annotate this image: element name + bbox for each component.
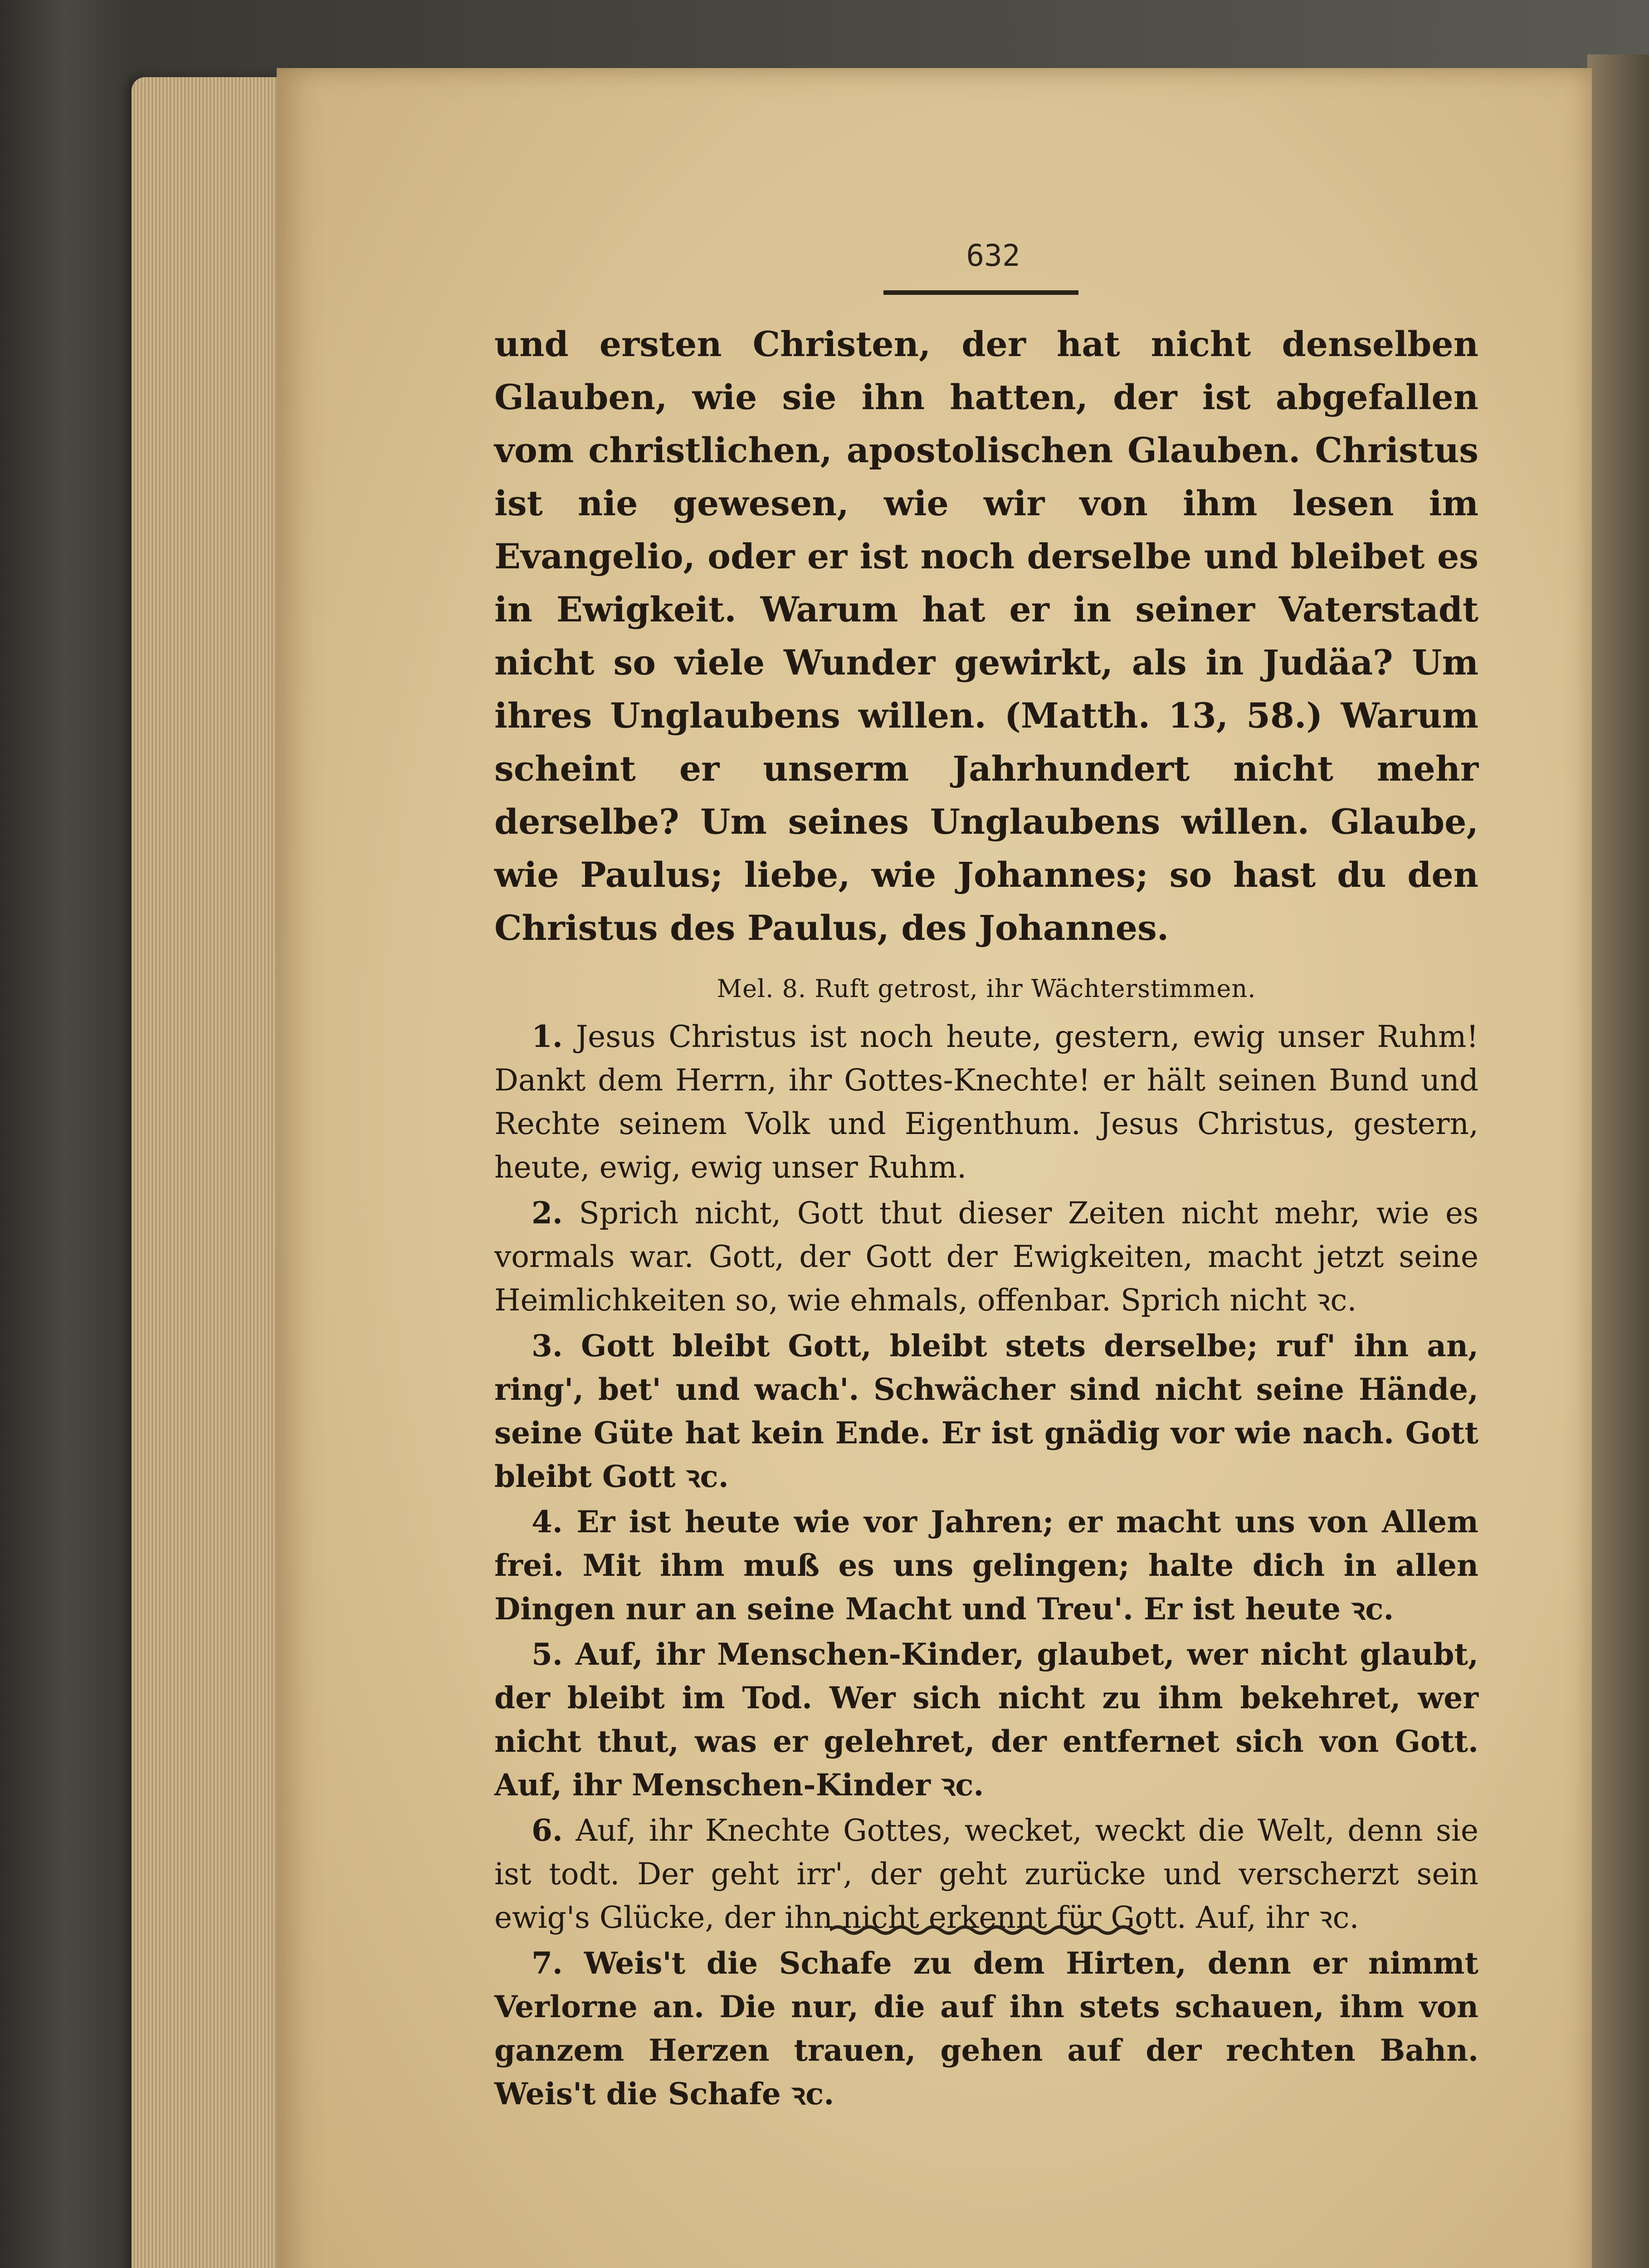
verse-text: Auf, ihr Menschen-Kinder, glaubet, wer nicht glaubt, der bleibt im Tod. Wer sich nicht zu ihm bekehret, wer nicht thut, was er gelehret, der entfernet sich von Gott. Auf, ihr Menschen-Kinder ꝛc. [494, 1637, 1478, 1803]
verse-number: 1. [532, 1019, 563, 1054]
verse-6 [494, 1809, 1478, 1940]
verse-text: Gott bleibt Gott, bleibt stets derselbe; ruf' ihn an, ring', bet' und wach'. Schwächer sind nicht seine Hände, seine Güte hat kein Ende. Er ist gnädig vor wie nach. Gott bleibt Gott ꝛc. [494, 1328, 1478, 1494]
header-rule [883, 290, 1078, 295]
verse-1 [494, 1015, 1478, 1189]
melody-heading: Mel. 8. Ruft getrost, ihr Wächterstimmen. [717, 974, 1256, 1003]
verse-number: 7. [532, 1945, 563, 1981]
verse-number: 2. [532, 1195, 563, 1231]
page-number: 632 [966, 238, 1020, 273]
verse-text: Sprich nicht, Gott thut dieser Zeiten nicht mehr, wie es vormals war. Gott, der Gott der Ewigkeiten, macht jetzt seine Heimlichkeiten so, wie ehmals, offenbar. Sprich nicht ꝛc. [494, 1196, 1478, 1318]
verse-7 [494, 1941, 1478, 2116]
facing-page-edge [1587, 54, 1649, 2268]
verse-number: 4. [532, 1504, 563, 1540]
verse-5 [494, 1633, 1478, 1807]
page-edges [132, 77, 295, 2268]
verse-text: Jesus Christus ist noch heute, gestern, ewig unser Ruhm! Dankt dem Herrn, ihr Gottes-Knechte! er hält seinen Bund und Rechte seinem Volk und Eigenthum. Jesus Christus, gestern, heute, ewig, ewig unser Ruhm. [494, 1019, 1479, 1185]
verse-number: 5. [532, 1637, 563, 1672]
text-block [494, 318, 1478, 2117]
end-ornament [830, 1921, 1147, 1939]
verse-text: Weis't die Schafe zu dem Hirten, denn er nimmt Verlorne an. Die nur, die auf ihn stets schauen, ihm von ganzem Herzen trauen, gehen auf der rechten Bahn. Weis't die Schafe ꝛc. [494, 1945, 1479, 2112]
verse-text: Er ist heute wie vor Jahren; er macht uns von Allem frei. Mit ihm muß es uns gelingen; halte dich in allen Dingen nur an seine Macht und Treu'. Er ist heute ꝛc. [494, 1504, 1478, 1627]
verse-number: 6. [532, 1813, 563, 1848]
verse-3 [494, 1324, 1478, 1498]
prose-paragraph: und ersten Christen, der hat nicht denselben Glauben, wie sie ihn hatten, der ist abgefallen vom christlichen, apostolischen Glauben. Christus ist nie gewesen, wie wir von ihm lesen im Evangelio, oder er ist noch derselbe und bleibet es in Ewigkeit. Warum hat er in seiner Vaterstadt nicht so viele Wunder gewirkt, als in Judäa? Um ihres Unglaubens willen. (Matth. 13, 58.) Warum scheint er unserm Jahrhundert nicht mehr derselbe? Um seines Unglaubens willen. Glaube, wie Paulus; liebe, wie Johannes; so hast du den Christus des Paulus, des Johannes. [494, 324, 1478, 948]
verse-4 [494, 1500, 1478, 1631]
verse-text: Auf, ihr Knechte Gottes, wecket, weckt die Welt, denn sie ist todt. Der geht irr', der geht zurücke und verscherzt sein ewig's Glücke, der ihn nicht erkennt für Gott. Auf, ihr ꝛc. [494, 1813, 1478, 1935]
verse-number: 3. [532, 1328, 563, 1364]
verse-2 [494, 1191, 1478, 1322]
